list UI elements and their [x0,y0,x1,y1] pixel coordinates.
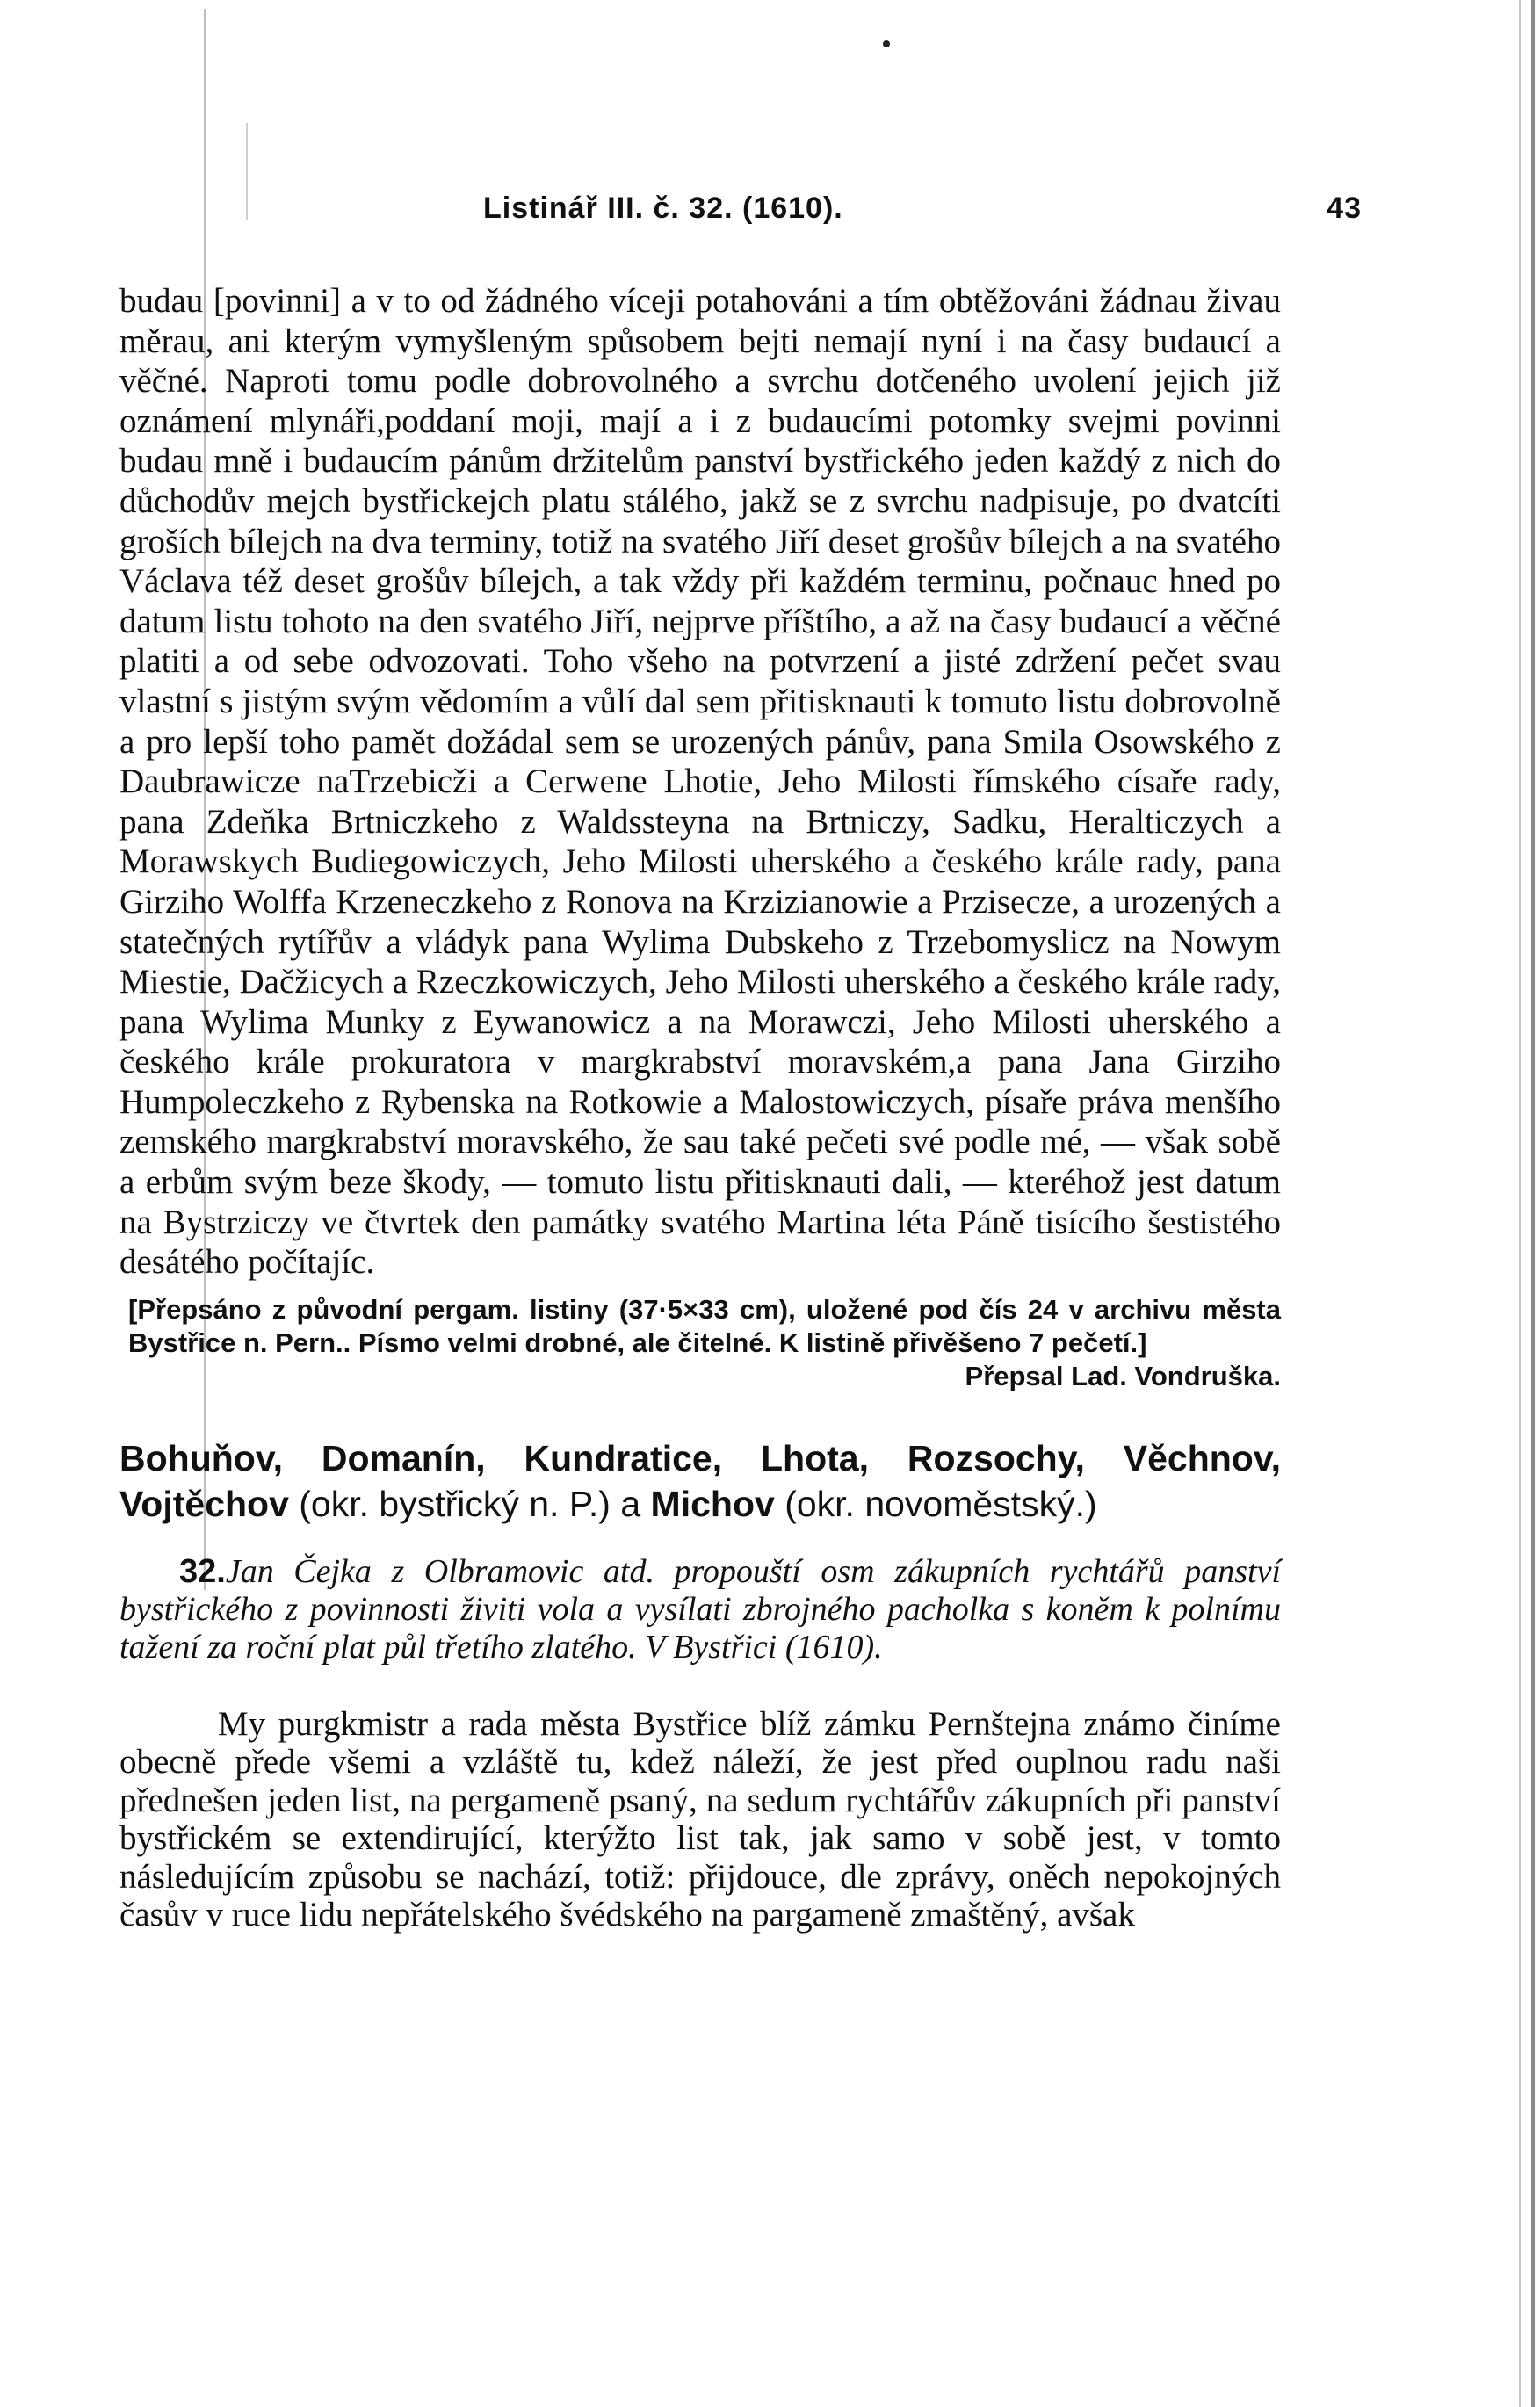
continuation-paragraph: budau [povinni] a v to od žádného víceji potahováni a tím obtěžováni žádnau živau měrau, ani kterým vymyšleným spůsobem bejti nemají nyní i na časy budaucí a věčné. Naproti tomu podle dobrovolného a svrchu dotčeného uvolení jejich již oznámení mlynáři,poddaní moji, mají a i z budaucími potomky svejmi povinni budau mně i budaucím pánům držitelům panství bystřického jeden každý z nich do důchodův mejch bystřickejch platu stálého, jakž se z svrchu nadpisuje, po dvatcíti groších bílejch na dva terminy, totiž na svatého Jiří deset grošův bílejch a na svatého Václava též deset grošův bílejch, a tak vždy při každém terminu, počnauc hned po datum listu tohoto na den svatého Jiří, nejprve příštího, a až na časy budaucí a věčné platiti a od sebe odvozovati. Toho všeho na potvrzení a jisté zdržení pečet svau vlastní s jistým svým vědomím a vůlí dal sem přitisknauti k tomuto listu dobrovolně a pro lepší toho pamět dožádal sem se urozených pánův, pana Smila Osowského z Daubrawicze naTrzebicži a Cerwene Lhotie, Jeho Milosti římského císaře rady, pana Zdeňka Brtniczkeho z Waldssteyna na Brtniczy, Sadku, Heralticzych a Morawskych Budiegowiczych, Jeho Milosti uherského a českého krále rady, pana Girziho Wolffa Krzeneczkeho z Ronova na Krzizianowie a Przisecze, a urozených a statečných rytířův a vládyk pana Wylima Dubskeho z Trzebomyslicz na Nowym Miestie, Dačžicych a Rzeczkowiczych, Jeho Milosti uherského a českého krále rady, pana Wylima Munky z Eywanowicz a na Morawczi, Jeho Milosti uherského a českého krále prokuratora v margkrabství moravském,a pana Jana Girziho Humpoleczkeho z Rybenska na Rotkowie a Malostowiczych, písaře práva menšího zemského margkrabství moravského, že sau také pečeti své podle mé, — však sobě a erbům svým beze škody, — tomuto listu přitisknauti dali, — kteréhož jest datum na Bystrziczy ve čtvrtek den památky svatého Martina léta Páně tisícího šestistého desátého počítajíc. [119,282,1281,1282]
page-body [119,281,1281,1934]
document-number: 32. [179,1552,226,1590]
page-number: 43 [1327,192,1362,225]
transcriber-signature: Přepsal Lad. Vondruška. [965,1360,1281,1391]
editorial-note-text: [Přepsáno z původní pergam. listiny (37·5×33 cm), uložené pod čís 24 v archivu města Bystřice n. Pern.. Písmo velmi drobné, ale čitelné. K listině přivěšeno 7 pečetí.] [128,1293,1281,1358]
scan-edge-line [246,123,248,220]
scan-edge-line [1519,0,1521,2407]
heading-place-2: Michov [650,1483,775,1524]
running-title: Listinář III. č. 32. (1610). [483,192,843,225]
scan-speck [883,40,890,47]
regest-text: Jan Čejka z Olbramovic atd. propouští osm zákupních rychtářů panství bystřického z povinnosti živiti vola a vysílati zbrojného pacholka s koněm k polnímu tažení za roční plat půl třetího zlatého. V Bystřici (1610). [119,1552,1281,1666]
heading-district-1: (okr. bystřický n. P.) a [288,1483,651,1524]
heading-district-2: (okr. novoměstský.) [774,1483,1097,1524]
document-body-start: My purgkmistr a rada města Bystřice blíž zámku Pernštejna známo činíme obecně přede všemi a vzláště tu, kdež náleží, že jest před ouplnou radu naši přednešen jeden list, na pergameně psaný, na sedum rychtářův zákupních při panství bystřickém se extendirující, kterýžto list tak, jak samo v sobě jest, v tomto následujícím způsobu se nachází, totiž: přijdouce, dle zprávy, oněch nepokojných časův v ruce lidu nepřátelského švédského na pargameně zmaštěný, avšak [119,1704,1281,1934]
editorial-note [128,1293,1281,1393]
heading-places: Bohuňov, Domanín, Kundratice, Lhota, Rozsochy, Věchnov, Vojtěchov [119,1437,1281,1524]
document-regest [119,1553,1281,1666]
section-heading [119,1435,1281,1527]
scan-edge-line [1531,0,1535,2407]
